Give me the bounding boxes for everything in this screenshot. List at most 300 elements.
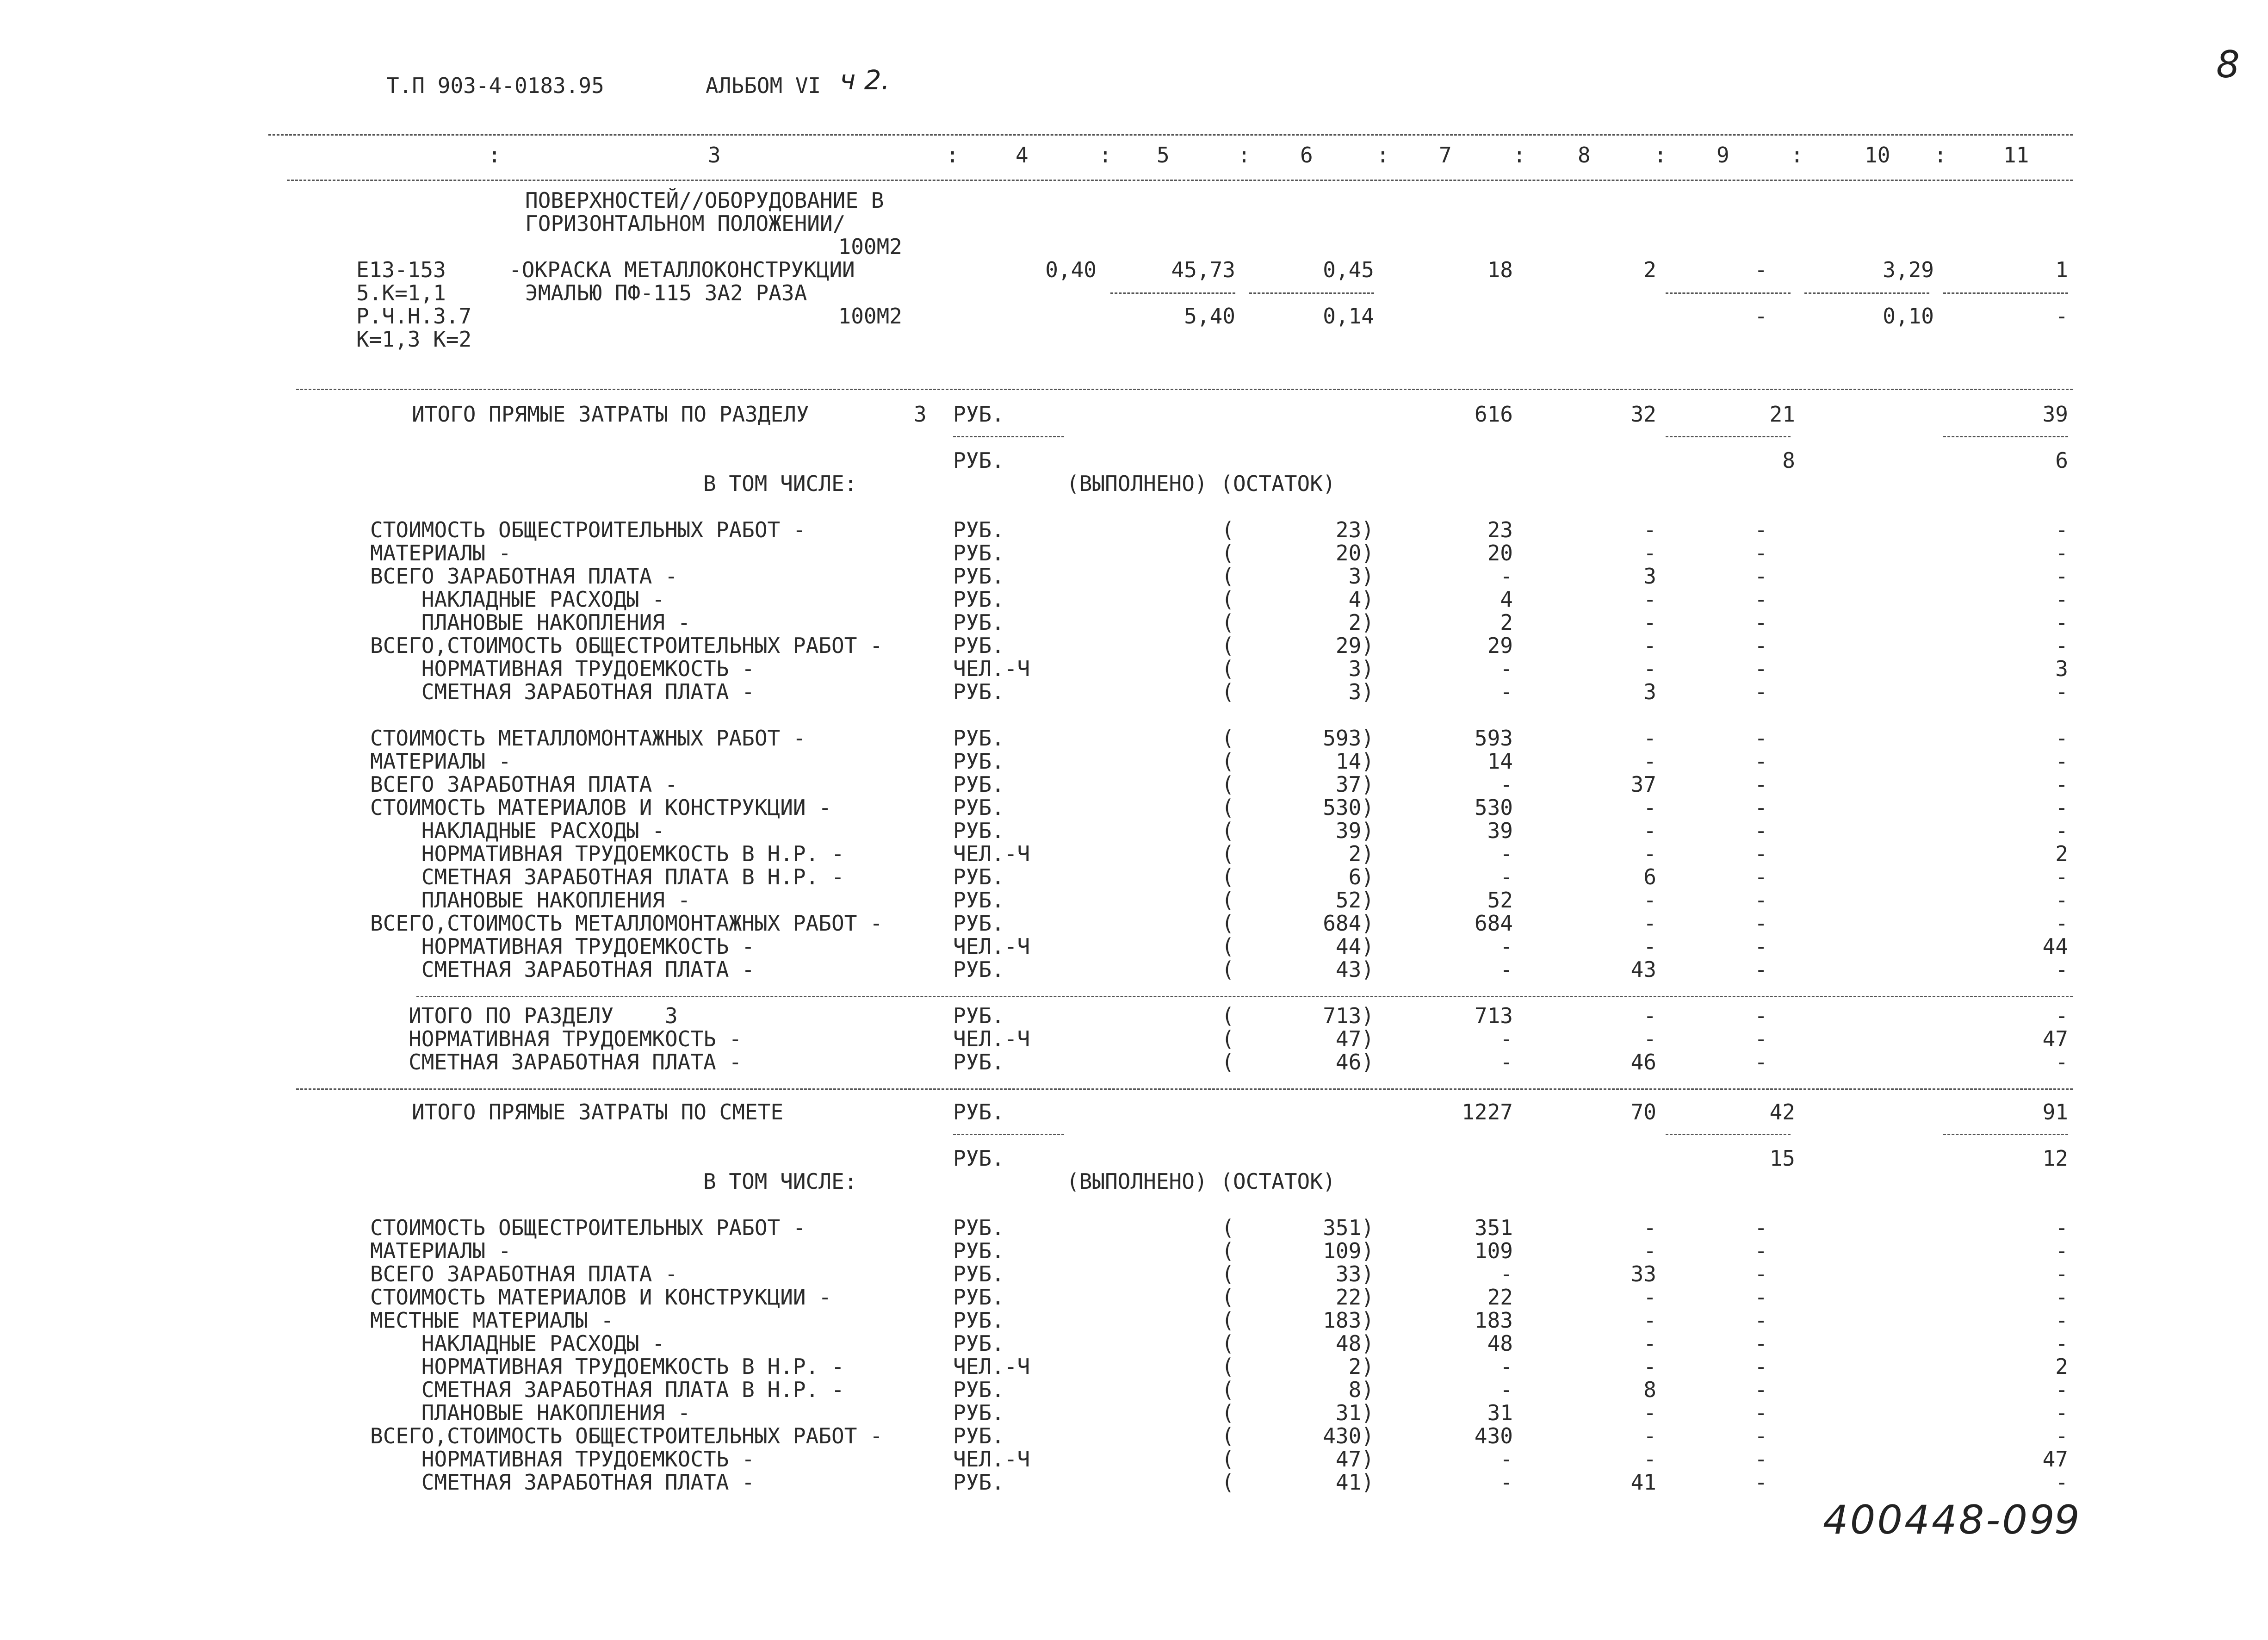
row-done-value: 183) xyxy=(1323,1308,1374,1333)
row-c8: - xyxy=(1643,1423,1656,1448)
item-r2-c5: 5,40 xyxy=(1184,304,1235,329)
row-done-value: 2) xyxy=(1348,1354,1374,1379)
row-c7: 20 xyxy=(1487,540,1513,565)
row-label: СМЕТНАЯ ЗАРАБОТНАЯ ПЛАТА - xyxy=(370,679,755,704)
row-c11: - xyxy=(2055,795,2068,820)
row-done-value: 44) xyxy=(1335,934,1374,959)
row-c11: - xyxy=(2055,1423,2068,1448)
row-done-value: 37) xyxy=(1335,772,1374,797)
item-r1-c7: 18 xyxy=(1487,257,1513,282)
row-c9: - xyxy=(1754,1285,1767,1310)
row-c11: - xyxy=(2055,957,2068,982)
item-r1-c6: 0,45 xyxy=(1323,257,1374,282)
row-label: СТОИМОСТЬ МАТЕРИАЛОВ И КОНСТРУКЦИИ - xyxy=(370,1285,831,1310)
row-c8: - xyxy=(1643,1285,1656,1310)
row-unit: ЧЕЛ.-Ч xyxy=(953,1447,1030,1472)
row-unit: РУБ. xyxy=(953,564,1004,589)
row-unit: РУБ. xyxy=(953,1003,1004,1028)
row-label: ВСЕГО ЗАРАБОТНАЯ ПЛАТА - xyxy=(370,1261,678,1286)
column-number: 5 xyxy=(1157,143,1170,168)
row-c7: 183 xyxy=(1474,1308,1513,1333)
row-done-value: 3) xyxy=(1348,656,1374,681)
row-done-value: 3) xyxy=(1348,564,1374,589)
row-c8: - xyxy=(1643,1447,1656,1472)
row-c11: - xyxy=(2055,610,2068,635)
column-number: 4 xyxy=(1016,143,1029,168)
underline-c10 xyxy=(1804,292,1929,294)
row-done-value: 20) xyxy=(1335,540,1374,565)
row-c8: 3 xyxy=(1643,564,1656,589)
row-c9: - xyxy=(1754,1050,1767,1075)
row-done-value: 2) xyxy=(1348,841,1374,866)
estimate-incl-label: В ТОМ ЧИСЛЕ: xyxy=(703,1169,857,1194)
prev-desc-line2: ГОРИЗОНТАЛЬНОМ ПОЛОЖЕНИИ/ xyxy=(525,211,846,236)
row-paren-open: ( xyxy=(1221,656,1234,681)
row-c7: 48 xyxy=(1487,1331,1513,1356)
item-r1-c5: 45,73 xyxy=(1171,257,1235,282)
column-number: 8 xyxy=(1578,143,1591,168)
row-paren-open: ( xyxy=(1221,633,1234,658)
row-paren-open: ( xyxy=(1221,818,1234,843)
row-unit: РУБ. xyxy=(953,1308,1004,1333)
row-done-value: 430) xyxy=(1323,1423,1374,1448)
row-c11: 44 xyxy=(2042,934,2068,959)
row-c8: - xyxy=(1643,888,1656,913)
section-total-unit: РУБ. xyxy=(953,402,1004,427)
row-unit: РУБ. xyxy=(953,749,1004,774)
item-r1-c4: 0,40 xyxy=(1045,257,1097,282)
estimate-total-c11: 91 xyxy=(2042,1100,2068,1124)
row-c11: - xyxy=(2055,1331,2068,1356)
row-paren-open: ( xyxy=(1221,1238,1234,1263)
row-paren-open: ( xyxy=(1221,1026,1234,1051)
row-paren-open: ( xyxy=(1221,1423,1234,1448)
row-c9: - xyxy=(1754,1470,1767,1495)
row-unit: РУБ. xyxy=(953,540,1004,565)
row-c9: - xyxy=(1754,841,1767,866)
estimate-total-label: ИТОГО ПРЯМЫЕ ЗАТРАТЫ ПО СМЕТЕ xyxy=(412,1100,784,1124)
row-done-value: 41) xyxy=(1335,1470,1374,1495)
row-unit: ЧЕЛ.-Ч xyxy=(953,656,1030,681)
row-c11: - xyxy=(2055,1470,2068,1495)
item-r1-c8: 2 xyxy=(1643,257,1656,282)
row-c9: - xyxy=(1754,795,1767,820)
row-c11: - xyxy=(2055,540,2068,565)
row-c7: - xyxy=(1500,934,1513,959)
column-number: : xyxy=(1099,143,1112,168)
row-unit: ЧЕЛ.-Ч xyxy=(953,1354,1030,1379)
row-c8: - xyxy=(1643,633,1656,658)
column-number: 7 xyxy=(1439,143,1452,168)
row-paren-open: ( xyxy=(1221,934,1234,959)
rule-before-section-total xyxy=(296,389,2073,390)
row-label: МЕСТНЫЕ МАТЕРИАЛЫ - xyxy=(370,1308,614,1333)
row-c11: - xyxy=(2055,1238,2068,1263)
item-code-2: 5.К=1,1 xyxy=(356,280,446,305)
row-done-value: 23) xyxy=(1335,517,1374,542)
row-c11: - xyxy=(2055,749,2068,774)
underline-c11 xyxy=(1943,1134,2068,1135)
row-unit: ЧЕЛ.-Ч xyxy=(953,1026,1030,1051)
row-done-value: 33) xyxy=(1335,1261,1374,1286)
item-r1-c11: 1 xyxy=(2055,257,2068,282)
row-c7: 22 xyxy=(1487,1285,1513,1310)
row-c8: 37 xyxy=(1630,772,1656,797)
underline-c9 xyxy=(1666,436,1791,437)
row-c7: - xyxy=(1500,656,1513,681)
row-unit: РУБ. xyxy=(953,517,1004,542)
row-c11: - xyxy=(2055,726,2068,751)
row-c11: - xyxy=(2055,564,2068,589)
row-label: ПЛАНОВЫЕ НАКОПЛЕНИЯ - xyxy=(370,888,691,913)
row-c11: - xyxy=(2055,1377,2068,1402)
row-c11: - xyxy=(2055,1285,2068,1310)
row-unit: РУБ. xyxy=(953,1400,1004,1425)
item-desc-1: -ОКРАСКА МЕТАЛЛОКОНСТРУКЦИИ xyxy=(509,257,855,282)
row-done-value: 713) xyxy=(1323,1003,1374,1028)
row-c8: 8 xyxy=(1643,1377,1656,1402)
row-label: НОРМАТИВНАЯ ТРУДОЕМКОСТЬ - xyxy=(370,1026,742,1051)
row-c9: - xyxy=(1754,1261,1767,1286)
row-c8: 46 xyxy=(1630,1050,1656,1075)
row-label: ВСЕГО ЗАРАБОТНАЯ ПЛАТА - xyxy=(370,564,678,589)
row-done-value: 593) xyxy=(1323,726,1374,751)
row-unit: РУБ. xyxy=(953,1285,1004,1310)
row-paren-open: ( xyxy=(1221,1447,1234,1472)
row-c8: - xyxy=(1643,1331,1656,1356)
prev-unit: 100М2 xyxy=(838,234,902,259)
row-unit: РУБ. xyxy=(953,1050,1004,1075)
row-unit: РУБ. xyxy=(953,1331,1004,1356)
row-done-value: 2) xyxy=(1348,610,1374,635)
row-label: МАТЕРИАЛЫ - xyxy=(370,540,511,565)
row-c11: 3 xyxy=(2055,656,2068,681)
row-c11: - xyxy=(2055,679,2068,704)
row-c9: - xyxy=(1754,1377,1767,1402)
row-c7: 593 xyxy=(1474,726,1513,751)
row-c7: - xyxy=(1500,1050,1513,1075)
row-unit: РУБ. xyxy=(953,957,1004,982)
row-c11: - xyxy=(2055,911,2068,936)
row-done-value: 43) xyxy=(1335,957,1374,982)
row-c8: - xyxy=(1643,587,1656,612)
row-c8: - xyxy=(1643,1215,1656,1240)
estimate-total-c9: 42 xyxy=(1769,1100,1795,1124)
underline-unit xyxy=(953,1134,1064,1135)
row-paren-open: ( xyxy=(1221,1354,1234,1379)
row-unit: РУБ. xyxy=(953,633,1004,658)
row-label: НОРМАТИВНАЯ ТРУДОЕМКОСТЬ В Н.Р. - xyxy=(370,841,844,866)
row-unit: РУБ. xyxy=(953,772,1004,797)
row-c11: - xyxy=(2055,517,2068,542)
row-paren-open: ( xyxy=(1221,540,1234,565)
row-unit: РУБ. xyxy=(953,726,1004,751)
row-label: ВСЕГО,СТОИМОСТЬ ОБЩЕСТРОИТЕЛЬНЫХ РАБОТ - xyxy=(370,1423,883,1448)
row-c7: - xyxy=(1500,1026,1513,1051)
item-code-4: К=1,3 К=2 xyxy=(356,327,472,352)
row-c7: - xyxy=(1500,864,1513,889)
item-r2-c9: - xyxy=(1754,304,1767,329)
row-c7: 29 xyxy=(1487,633,1513,658)
row-c11: - xyxy=(2055,1050,2068,1075)
handwritten-stamp: 400448-09 xyxy=(1823,1497,2057,1543)
underline-c5 xyxy=(1110,292,1235,294)
row-done-value: 47) xyxy=(1335,1026,1374,1051)
rule-top xyxy=(268,134,2073,136)
estimate-total-unit: РУБ. xyxy=(953,1100,1004,1124)
row-c7: - xyxy=(1500,957,1513,982)
row-c9: - xyxy=(1754,888,1767,913)
row-c11: - xyxy=(2055,818,2068,843)
row-done-value: 52) xyxy=(1335,888,1374,913)
row-c7: - xyxy=(1500,1377,1513,1402)
row-c7: - xyxy=(1500,841,1513,866)
item-unit: 100М2 xyxy=(838,304,902,329)
row-c11: - xyxy=(2055,1003,2068,1028)
album-part-handwritten: ч 2. xyxy=(840,64,890,96)
row-c11: - xyxy=(2055,587,2068,612)
row-c11: - xyxy=(2055,864,2068,889)
rule-before-estimate-total xyxy=(296,1088,2073,1090)
estimate-total-c7: 1227 xyxy=(1462,1100,1513,1124)
row-c9: - xyxy=(1754,726,1767,751)
row-done-value: 530) xyxy=(1323,795,1374,820)
row-paren-open: ( xyxy=(1221,1003,1234,1028)
row-c11: 2 xyxy=(2055,1354,2068,1379)
row-c9: - xyxy=(1754,772,1767,797)
row-c9: - xyxy=(1754,1003,1767,1028)
row-c8: - xyxy=(1643,1308,1656,1333)
row-label: МАТЕРИАЛЫ - xyxy=(370,1238,511,1263)
row-c8: - xyxy=(1643,1354,1656,1379)
row-c7: - xyxy=(1500,564,1513,589)
row-c8: - xyxy=(1643,610,1656,635)
row-label: НАКЛАДНЫЕ РАСХОДЫ - xyxy=(370,818,665,843)
row-label: СМЕТНАЯ ЗАРАБОТНАЯ ПЛАТА В Н.Р. - xyxy=(370,864,844,889)
row-paren-open: ( xyxy=(1221,726,1234,751)
row-label: СТОИМОСТЬ ОБЩЕСТРОИТЕЛЬНЫХ РАБОТ - xyxy=(370,517,806,542)
row-c11: - xyxy=(2055,1215,2068,1240)
row-c9: - xyxy=(1754,1354,1767,1379)
section-incl-label: В ТОМ ЧИСЛЕ: xyxy=(703,471,857,496)
section-total-c7: 616 xyxy=(1474,402,1513,427)
column-number: 9 xyxy=(1716,143,1729,168)
section-total-unit2: РУБ. xyxy=(953,448,1004,473)
row-c8: - xyxy=(1643,749,1656,774)
row-paren-open: ( xyxy=(1221,1215,1234,1240)
row-c7: - xyxy=(1500,1354,1513,1379)
section-total-c9: 21 xyxy=(1769,402,1795,427)
row-unit: РУБ. xyxy=(953,1470,1004,1495)
row-label: ПЛАНОВЫЕ НАКОПЛЕНИЯ - xyxy=(370,610,691,635)
rule-header xyxy=(287,180,2073,181)
row-c9: - xyxy=(1754,1400,1767,1425)
row-c11: 47 xyxy=(2042,1447,2068,1472)
row-c9: - xyxy=(1754,564,1767,589)
row-c9: - xyxy=(1754,540,1767,565)
row-c7: 530 xyxy=(1474,795,1513,820)
section-total-c11b: 6 xyxy=(2055,448,2068,473)
row-done-value: 48) xyxy=(1335,1331,1374,1356)
column-number: 10 xyxy=(1865,143,1890,168)
prev-desc-line1: ПОВЕРХНОСТЕЙ//ОБОРУДОВАНИЕ В xyxy=(525,188,884,213)
row-c8: 6 xyxy=(1643,864,1656,889)
row-paren-open: ( xyxy=(1221,795,1234,820)
estimate-done-rest: (ВЫПОЛНЕНО) (ОСТАТОК) xyxy=(1066,1169,1336,1194)
row-c11: - xyxy=(2055,888,2068,913)
item-r2-c6: 0,14 xyxy=(1323,304,1374,329)
row-paren-open: ( xyxy=(1221,1400,1234,1425)
row-unit: РУБ. xyxy=(953,610,1004,635)
row-label: ПЛАНОВЫЕ НАКОПЛЕНИЯ - xyxy=(370,1400,691,1425)
row-c8: - xyxy=(1643,1026,1656,1051)
row-c8: 43 xyxy=(1630,957,1656,982)
row-paren-open: ( xyxy=(1221,587,1234,612)
column-number: : xyxy=(488,143,501,168)
row-label: СМЕТНАЯ ЗАРАБОТНАЯ ПЛАТА - xyxy=(370,1470,755,1495)
row-unit: РУБ. xyxy=(953,864,1004,889)
handwritten-page-number: 9 xyxy=(2054,1497,2080,1543)
row-paren-open: ( xyxy=(1221,749,1234,774)
row-c9: - xyxy=(1754,818,1767,843)
row-done-value: 14) xyxy=(1335,749,1374,774)
row-label: ВСЕГО,СТОИМОСТЬ ОБЩЕСТРОИТЕЛЬНЫХ РАБОТ - xyxy=(370,633,883,658)
row-done-value: 29) xyxy=(1335,633,1374,658)
row-c8: - xyxy=(1643,795,1656,820)
row-c7: - xyxy=(1500,772,1513,797)
rule-before-section-summary xyxy=(416,996,2073,997)
row-c9: - xyxy=(1754,911,1767,936)
row-label: СТОИМОСТЬ МЕТАЛЛОМОНТАЖНЫХ РАБОТ - xyxy=(370,726,806,751)
row-c8: - xyxy=(1643,540,1656,565)
row-c7: 14 xyxy=(1487,749,1513,774)
row-c8: - xyxy=(1643,841,1656,866)
row-c7: - xyxy=(1500,1447,1513,1472)
row-unit: РУБ. xyxy=(953,795,1004,820)
row-paren-open: ( xyxy=(1221,888,1234,913)
row-paren-open: ( xyxy=(1221,1050,1234,1075)
row-done-value: 8) xyxy=(1348,1377,1374,1402)
item-r1-c9: - xyxy=(1754,257,1767,282)
row-c8: 33 xyxy=(1630,1261,1656,1286)
row-done-value: 684) xyxy=(1323,911,1374,936)
row-label: НОРМАТИВНАЯ ТРУДОЕМКОСТЬ - xyxy=(370,1447,755,1472)
row-unit: РУБ. xyxy=(953,1215,1004,1240)
item-code-1: Е13-153 xyxy=(356,257,446,282)
row-paren-open: ( xyxy=(1221,517,1234,542)
row-done-value: 4) xyxy=(1348,587,1374,612)
row-label: НАКЛАДНЫЕ РАСХОДЫ - xyxy=(370,1331,665,1356)
row-done-value: 109) xyxy=(1323,1238,1374,1263)
row-unit: РУБ. xyxy=(953,587,1004,612)
row-c9: - xyxy=(1754,1026,1767,1051)
row-c8: - xyxy=(1643,517,1656,542)
section-total-num: 3 xyxy=(914,402,927,427)
item-r2-c11: - xyxy=(2055,304,2068,329)
row-c11: 47 xyxy=(2042,1026,2068,1051)
row-c9: - xyxy=(1754,1308,1767,1333)
section-total-c9b: 8 xyxy=(1782,448,1795,473)
row-done-value: 22) xyxy=(1335,1285,1374,1310)
item-r1-c10: 3,29 xyxy=(1883,257,1934,282)
row-done-value: 6) xyxy=(1348,864,1374,889)
row-c7: 4 xyxy=(1500,587,1513,612)
row-done-value: 47) xyxy=(1335,1447,1374,1472)
column-number: : xyxy=(1238,143,1251,168)
section-total-c11: 39 xyxy=(2042,402,2068,427)
row-label: НОРМАТИВНАЯ ТРУДОЕМКОСТЬ - xyxy=(370,656,755,681)
row-c8: - xyxy=(1643,726,1656,751)
row-c9: - xyxy=(1754,1447,1767,1472)
row-c8: - xyxy=(1643,1003,1656,1028)
row-paren-open: ( xyxy=(1221,772,1234,797)
row-c9: - xyxy=(1754,587,1767,612)
row-c7: 684 xyxy=(1474,911,1513,936)
column-number: : xyxy=(1654,143,1667,168)
row-c8: 41 xyxy=(1630,1470,1656,1495)
row-c9: - xyxy=(1754,1238,1767,1263)
row-c9: - xyxy=(1754,864,1767,889)
row-c11: - xyxy=(2055,1400,2068,1425)
row-done-value: 46) xyxy=(1335,1050,1374,1075)
row-c9: - xyxy=(1754,1423,1767,1448)
column-number: 3 xyxy=(708,143,721,168)
row-paren-open: ( xyxy=(1221,841,1234,866)
row-c9: - xyxy=(1754,679,1767,704)
underline-c11 xyxy=(1943,436,2068,437)
column-number: : xyxy=(1376,143,1389,168)
row-paren-open: ( xyxy=(1221,1308,1234,1333)
row-c8: - xyxy=(1643,911,1656,936)
row-c7: - xyxy=(1500,1261,1513,1286)
row-c11: 2 xyxy=(2055,841,2068,866)
row-paren-open: ( xyxy=(1221,911,1234,936)
row-done-value: 3) xyxy=(1348,679,1374,704)
row-c7: 430 xyxy=(1474,1423,1513,1448)
row-label: НОРМАТИВНАЯ ТРУДОЕМКОСТЬ В Н.Р. - xyxy=(370,1354,844,1379)
row-c9: - xyxy=(1754,957,1767,982)
row-c9: - xyxy=(1754,656,1767,681)
row-unit: РУБ. xyxy=(953,1261,1004,1286)
row-c7: 31 xyxy=(1487,1400,1513,1425)
row-label: МАТЕРИАЛЫ - xyxy=(370,749,511,774)
row-c11: - xyxy=(2055,1308,2068,1333)
column-number: : xyxy=(1934,143,1947,168)
row-unit: РУБ. xyxy=(953,679,1004,704)
row-label: СМЕТНАЯ ЗАРАБОТНАЯ ПЛАТА В Н.Р. - xyxy=(370,1377,844,1402)
row-c7: 351 xyxy=(1474,1215,1513,1240)
item-desc-2: ЭМАЛЬЮ ПФ-115 ЗА2 РАЗА xyxy=(525,280,807,305)
row-c9: - xyxy=(1754,934,1767,959)
row-paren-open: ( xyxy=(1221,1261,1234,1286)
row-c8: 3 xyxy=(1643,679,1656,704)
row-c11: - xyxy=(2055,633,2068,658)
row-unit: РУБ. xyxy=(953,818,1004,843)
row-c8: - xyxy=(1643,1238,1656,1263)
row-unit: ЧЕЛ.-Ч xyxy=(953,841,1030,866)
row-c7: 2 xyxy=(1500,610,1513,635)
column-number: : xyxy=(946,143,959,168)
column-number: : xyxy=(1791,143,1803,168)
row-c9: - xyxy=(1754,517,1767,542)
row-c8: - xyxy=(1643,656,1656,681)
row-c8: - xyxy=(1643,1400,1656,1425)
row-c7: 109 xyxy=(1474,1238,1513,1263)
row-c7: 39 xyxy=(1487,818,1513,843)
row-c11: - xyxy=(2055,772,2068,797)
row-label: СМЕТНАЯ ЗАРАБОТНАЯ ПЛАТА - xyxy=(370,1050,742,1075)
row-paren-open: ( xyxy=(1221,1285,1234,1310)
